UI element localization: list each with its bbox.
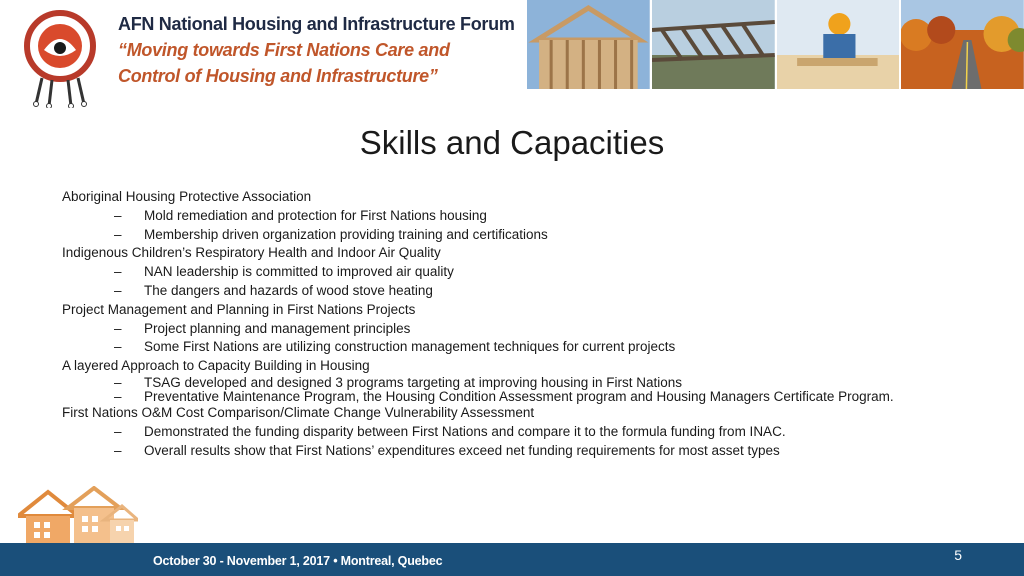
slide-number: 5 — [954, 547, 962, 563]
event-dates-location: October 30 - November 1, 2017 • Montreal, Quebec — [153, 554, 443, 568]
forum-subtitle-line2: Control of Housing and Infrastructure” — [118, 66, 438, 86]
bridge-construction-photo — [652, 0, 775, 89]
sub-bullet-item: – The dangers and hazards of wood stove heating — [114, 282, 433, 298]
sub-bullet-item: – Membership driven organization providing training and certifications — [114, 226, 548, 242]
sub-bullet-item: – Mold remediation and protection for First Nations housing — [114, 207, 487, 223]
house-framing-photo — [527, 0, 650, 89]
bullet-list — [62, 188, 1012, 460]
bullet-item: Aboriginal Housing Protective Association — [62, 189, 312, 204]
bullet-item: A layered Approach to Capacity Building in Housing — [62, 358, 370, 374]
afn-seal-icon — [20, 8, 104, 108]
org-title: AFN National Housing and Infrastructure Forum — [118, 14, 515, 34]
slide-title: Skills and Capacities — [359, 124, 665, 161]
sub-bullet-item: – Preventative Maintenance Program, the Housing Condition Assessment program and Housing Managers Certificate Program. — [114, 388, 894, 404]
houses-logo-icon — [18, 486, 138, 546]
header-photo-strip — [527, 0, 1024, 89]
bullet-item: Indigenous Children’s Respiratory Health and Indoor Air Quality — [62, 245, 441, 261]
sub-bullet-item: – Overall results show that First Nations’ expenditures exceed net funding requirements for most asset types — [114, 442, 780, 458]
sub-bullet-item: – Some First Nations are utilizing construction management techniques for current projects — [114, 339, 676, 355]
sub-bullet-item: – Demonstrated the funding disparity between First Nations and compare it to the formula funding from INAC. — [114, 423, 786, 439]
worker-photo — [777, 0, 900, 89]
bullet-item: Project Management and Planning in First Nations Projects — [62, 301, 416, 317]
forum-subtitle-line1: “Moving towards First Nations Care and — [118, 40, 450, 60]
sub-bullet-item: – Project planning and management principles — [114, 320, 411, 336]
bullet-item: First Nations O&M Cost Comparison/Climate Change Vulnerability Assessment — [62, 404, 535, 420]
sub-bullet-item: – TSAG developed and designed 3 programs targeting at improving housing in First Nations — [114, 374, 683, 390]
highway-autumn-photo — [901, 0, 1024, 89]
sub-bullet-item: – NAN leadership is committed to improved air quality — [114, 264, 454, 280]
